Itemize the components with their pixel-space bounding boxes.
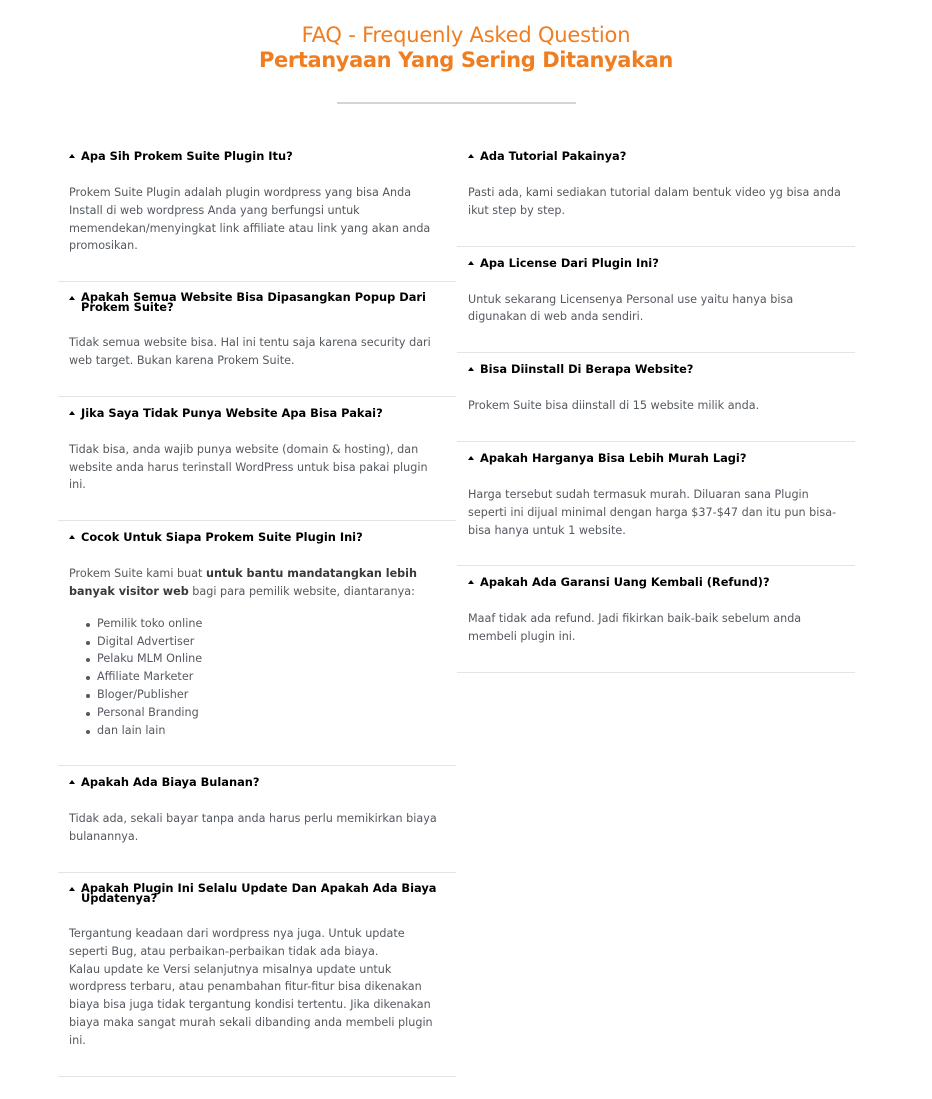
faq-question: Apakah Plugin Ini Selalu Update Dan Apakah Ada Biaya Updatenya? — [81, 880, 437, 905]
answer-text: Prokem Suite kami buat — [69, 567, 206, 581]
faq-item — [457, 442, 855, 566]
caret-up-icon — [69, 296, 75, 300]
faq-question-toggle[interactable] — [468, 353, 845, 375]
faq-question-toggle[interactable] — [69, 521, 446, 543]
faq-answer — [69, 543, 446, 765]
faq-answer: Prokem Suite Plugin adalah plugin wordpress yang bisa Anda Install di web wordpress Anda yang berfungsi untuk memendekan/menyingkat link affiliate atau link yang akan anda promosikan. — [69, 186, 431, 253]
caret-up-icon — [69, 887, 75, 891]
caret-up-icon — [69, 154, 75, 158]
audience-list — [69, 615, 446, 740]
faq-question-toggle[interactable] — [468, 140, 845, 162]
list-item: Personal Branding — [86, 704, 446, 722]
faq-question: Apa License Dari Plugin Ini? — [480, 255, 659, 270]
faq-question-toggle[interactable] — [468, 247, 845, 269]
faq-question-toggle[interactable] — [69, 873, 446, 903]
faq-answer: Harga tersebut sudah termasuk murah. Diluaran sana Plugin seperti ini dijual minimal dengan harga $37-$47 dan itu pun bisa-bisa hanya untuk 1 website. — [468, 487, 837, 537]
faq-question: Ada Tutorial Pakainya? — [480, 149, 627, 163]
list-item: Bloger/Publisher — [86, 686, 446, 704]
faq-question: Jika Saya Tidak Punya Website Apa Bisa Pakai? — [81, 405, 383, 420]
header-divider — [337, 102, 576, 104]
faq-item — [58, 766, 456, 873]
faq-question: Apakah Ada Biaya Bulanan? — [81, 775, 260, 790]
faq-answer: Prokem Suite bisa diinstall di 15 website milik anda. — [468, 399, 760, 413]
faq-item — [58, 282, 456, 397]
faq-answer: Maaf tidak ada refund. Jadi fikirkan baik-baik sebelum anda membeli plugin ini. — [468, 612, 802, 644]
faq-question-toggle[interactable] — [468, 442, 845, 464]
faq-answer: Tidak semua website bisa. Hal ini tentu saja karena security dari web target. Bukan karena Prokem Suite. — [69, 336, 431, 367]
faq-column-left — [58, 140, 456, 1077]
faq-question: Cocok Untuk Siapa Prokem Suite Plugin Ini? — [81, 530, 363, 545]
caret-up-icon — [468, 456, 474, 460]
caret-up-icon — [468, 154, 474, 158]
list-item: Pemilik toko online — [86, 615, 446, 633]
list-item: Affiliate Marketer — [86, 668, 446, 686]
faq-title: Pertanyaan Yang Sering Ditanyakan — [259, 48, 673, 72]
faq-header — [0, 22, 932, 72]
faq-answer — [69, 903, 446, 1076]
faq-question: Apa Sih Prokem Suite Plugin Itu? — [81, 149, 293, 163]
faq-item — [58, 873, 456, 1077]
caret-up-icon — [468, 261, 474, 265]
faq-question: Apakah Harganya Bisa Lebih Murah Lagi? — [480, 450, 747, 465]
faq-question-toggle[interactable] — [69, 282, 446, 315]
faq-question-toggle[interactable] — [69, 766, 446, 788]
list-item: Digital Advertiser — [86, 633, 446, 651]
answer-bold-text: untuk bantu mandatangkan lebih banyak visitor web — [69, 567, 417, 598]
caret-up-icon — [69, 780, 75, 784]
faq-item — [457, 353, 855, 442]
faq-answer: Pasti ada, kami sediakan tutorial dalam bentuk video yg bisa anda ikut step by step. — [468, 186, 841, 217]
faq-item — [457, 140, 855, 247]
answer-paragraph: Tergantung keadaan dari wordpress nya juga. Untuk update seperti Bug, atau perbaikan-perbaikan tidak ada biaya. — [69, 926, 405, 958]
faq-question: Apakah Semua Website Bisa Dipasangkan Popup Dari Prokem Suite? — [81, 290, 426, 315]
faq-column-right — [457, 140, 855, 673]
caret-up-icon — [468, 580, 474, 584]
faq-item — [58, 140, 456, 282]
faq-item — [58, 397, 456, 521]
list-item: Pelaku MLM Online — [86, 650, 446, 668]
faq-answer: Tidak bisa, anda wajib punya website (domain & hosting), dan website anda harus terinstall WordPress untuk bisa pakai plugin ini. — [69, 442, 428, 492]
faq-question-toggle[interactable] — [69, 140, 446, 162]
faq-answer: Untuk sekarang Licensenya Personal use yaitu hanya bisa digunakan di web anda sendiri. — [468, 292, 794, 324]
answer-text: bagi para pemilik website, diantaranya: — [188, 584, 415, 598]
faq-question-toggle[interactable] — [468, 566, 845, 588]
faq-question: Apakah Ada Garansi Uang Kembali (Refund)? — [480, 575, 770, 590]
faq-item — [457, 247, 855, 354]
faq-item — [58, 521, 456, 766]
faq-subtitle: FAQ - Frequenly Asked Question — [301, 23, 631, 47]
caret-up-icon — [468, 367, 474, 371]
faq-question-toggle[interactable] — [69, 397, 446, 419]
caret-up-icon — [69, 411, 75, 415]
faq-question: Bisa Diinstall Di Berapa Website? — [480, 362, 694, 377]
caret-up-icon — [69, 535, 75, 539]
faq-answer: Tidak ada, sekali bayar tanpa anda harus perlu memikirkan biaya bulanannya. — [69, 812, 437, 844]
list-item: dan lain lain — [86, 722, 446, 740]
answer-paragraph: Kalau update ke Versi selanjutnya misalnya update untuk wordpress terbaru, atau penambahan fitur-fitur bisa dikenakan biaya bisa juga tidak tergantung kondisi tertentu. Jika dikenakan biaya maka sangat murah sekali dibanding anda membeli plugin ini. — [69, 962, 433, 1047]
faq-item — [457, 566, 855, 673]
